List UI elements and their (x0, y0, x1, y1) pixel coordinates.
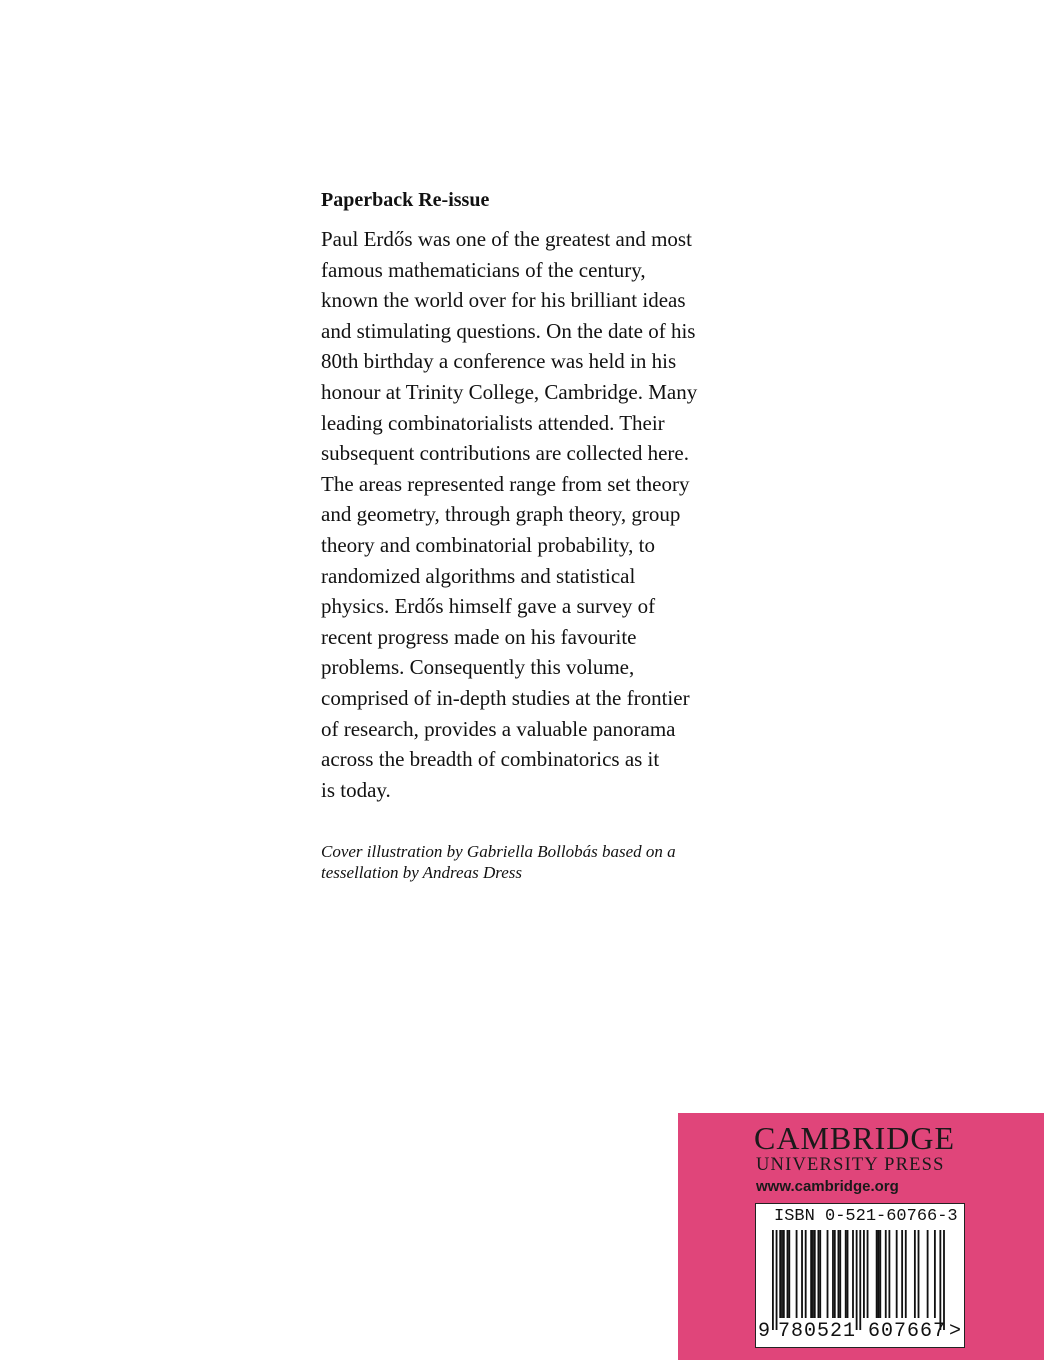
isbn-barcode (755, 1203, 965, 1348)
barcode-bar (788, 1230, 790, 1318)
barcode-bar (867, 1230, 869, 1318)
barcode-guard-bar (939, 1230, 941, 1330)
barcode-bar (783, 1230, 785, 1318)
blurb-line: 80th birthday a conference was held in his (321, 349, 677, 374)
blurb-line: is today. (321, 777, 391, 802)
barcode-bar (876, 1230, 878, 1318)
barcode-bar (888, 1230, 890, 1318)
blurb-line: recent progress made on his favourite (321, 624, 637, 649)
blurb-heading: Paperback Re-issue (321, 189, 490, 211)
cover-illustration-credit (321, 841, 741, 883)
barcode-bar (827, 1230, 829, 1318)
blurb-line: and stimulating questions. On the date of his (321, 318, 696, 343)
publisher-name: CAMBRIDGE (754, 1120, 956, 1156)
blurb-line: across the breadth of combinatorics as it (321, 747, 660, 772)
barcode-bar (819, 1230, 821, 1318)
barcode-bar (805, 1230, 807, 1318)
barcode-bar (838, 1230, 840, 1318)
publisher-subtitle: UNIVERSITY PRESS (756, 1155, 945, 1175)
ean-right-digits: 607667 (868, 1320, 947, 1343)
blurb-line: randomized algorithms and statistical (321, 563, 636, 588)
barcode-guard-bar (856, 1230, 858, 1330)
barcode-bar (901, 1230, 903, 1318)
blurb-line: honour at Trinity College, Cambridge. Many (321, 379, 698, 404)
barcode-bar (885, 1230, 887, 1318)
blurb-line: comprised of in-depth studies at the frontier (321, 685, 690, 710)
blurb-line: physics. Erdős himself gave a survey of (321, 594, 656, 619)
blurb-line: subsequent contributions are collected here. (321, 441, 689, 466)
barcode-bar (927, 1230, 929, 1318)
back-cover-blurb (321, 186, 741, 805)
barcode-guard-bar (943, 1230, 945, 1330)
barcode-bar (787, 1230, 789, 1318)
barcode-bar (847, 1230, 849, 1318)
blurb-line: of research, provides a valuable panorama (321, 716, 676, 741)
barcode-bar (863, 1230, 865, 1318)
barcode-bar (905, 1230, 907, 1318)
blurb-line: known the world over for his brilliant ideas (321, 288, 686, 313)
barcode-bar (879, 1230, 881, 1318)
publisher-website: www.cambridge.org (756, 1178, 899, 1195)
barcode-guard-bar (859, 1230, 861, 1330)
credit-line: tessellation by Andreas Dress (321, 863, 522, 882)
barcode-bar (934, 1230, 936, 1318)
credit-line: Cover illustration by Gabriella Bollobás based on a (321, 842, 676, 861)
barcode-bar (845, 1230, 847, 1318)
blurb-line: The areas represented range from set theory (321, 471, 690, 496)
blurb-line: famous mathematicians of the century, (321, 257, 646, 282)
barcode-bar (832, 1230, 834, 1318)
blurb-line: theory and combinatorial probability, to (321, 532, 655, 557)
blurb-line: leading combinatorialists attended. Their (321, 410, 665, 435)
barcode-bar (914, 1230, 916, 1318)
barcode-guard-bar (776, 1230, 778, 1330)
barcode-bar (896, 1230, 898, 1318)
publisher-panel (678, 1113, 1044, 1360)
blurb-line: Paul Erdős was one of the greatest and most (321, 227, 692, 251)
barcode-bar (852, 1230, 854, 1318)
barcode-bar (814, 1230, 816, 1318)
barcode-bar (781, 1230, 783, 1318)
barcode-guard-bar (772, 1230, 774, 1330)
barcode-bar (918, 1230, 920, 1318)
ean-quiet-zone-arrow: > (949, 1320, 962, 1343)
isbn-label: ISBN 0-521-60766-3 (774, 1207, 958, 1226)
blurb-line: problems. Consequently this volume, (321, 655, 635, 680)
barcode-bar (834, 1230, 836, 1318)
barcode-bar (779, 1230, 781, 1318)
blurb-line: and geometry, through graph theory, group (321, 502, 681, 527)
ean-first-digit: 9 (758, 1320, 771, 1343)
barcode-bar (796, 1230, 798, 1318)
barcode-bar (810, 1230, 812, 1318)
barcode-bar (818, 1230, 820, 1318)
barcode-bar (812, 1230, 814, 1318)
barcode-bar (801, 1230, 803, 1318)
barcode-bar (839, 1230, 841, 1318)
blurb-body (321, 224, 741, 805)
barcode-bar (878, 1230, 880, 1318)
ean-left-digits: 780521 (778, 1320, 857, 1343)
